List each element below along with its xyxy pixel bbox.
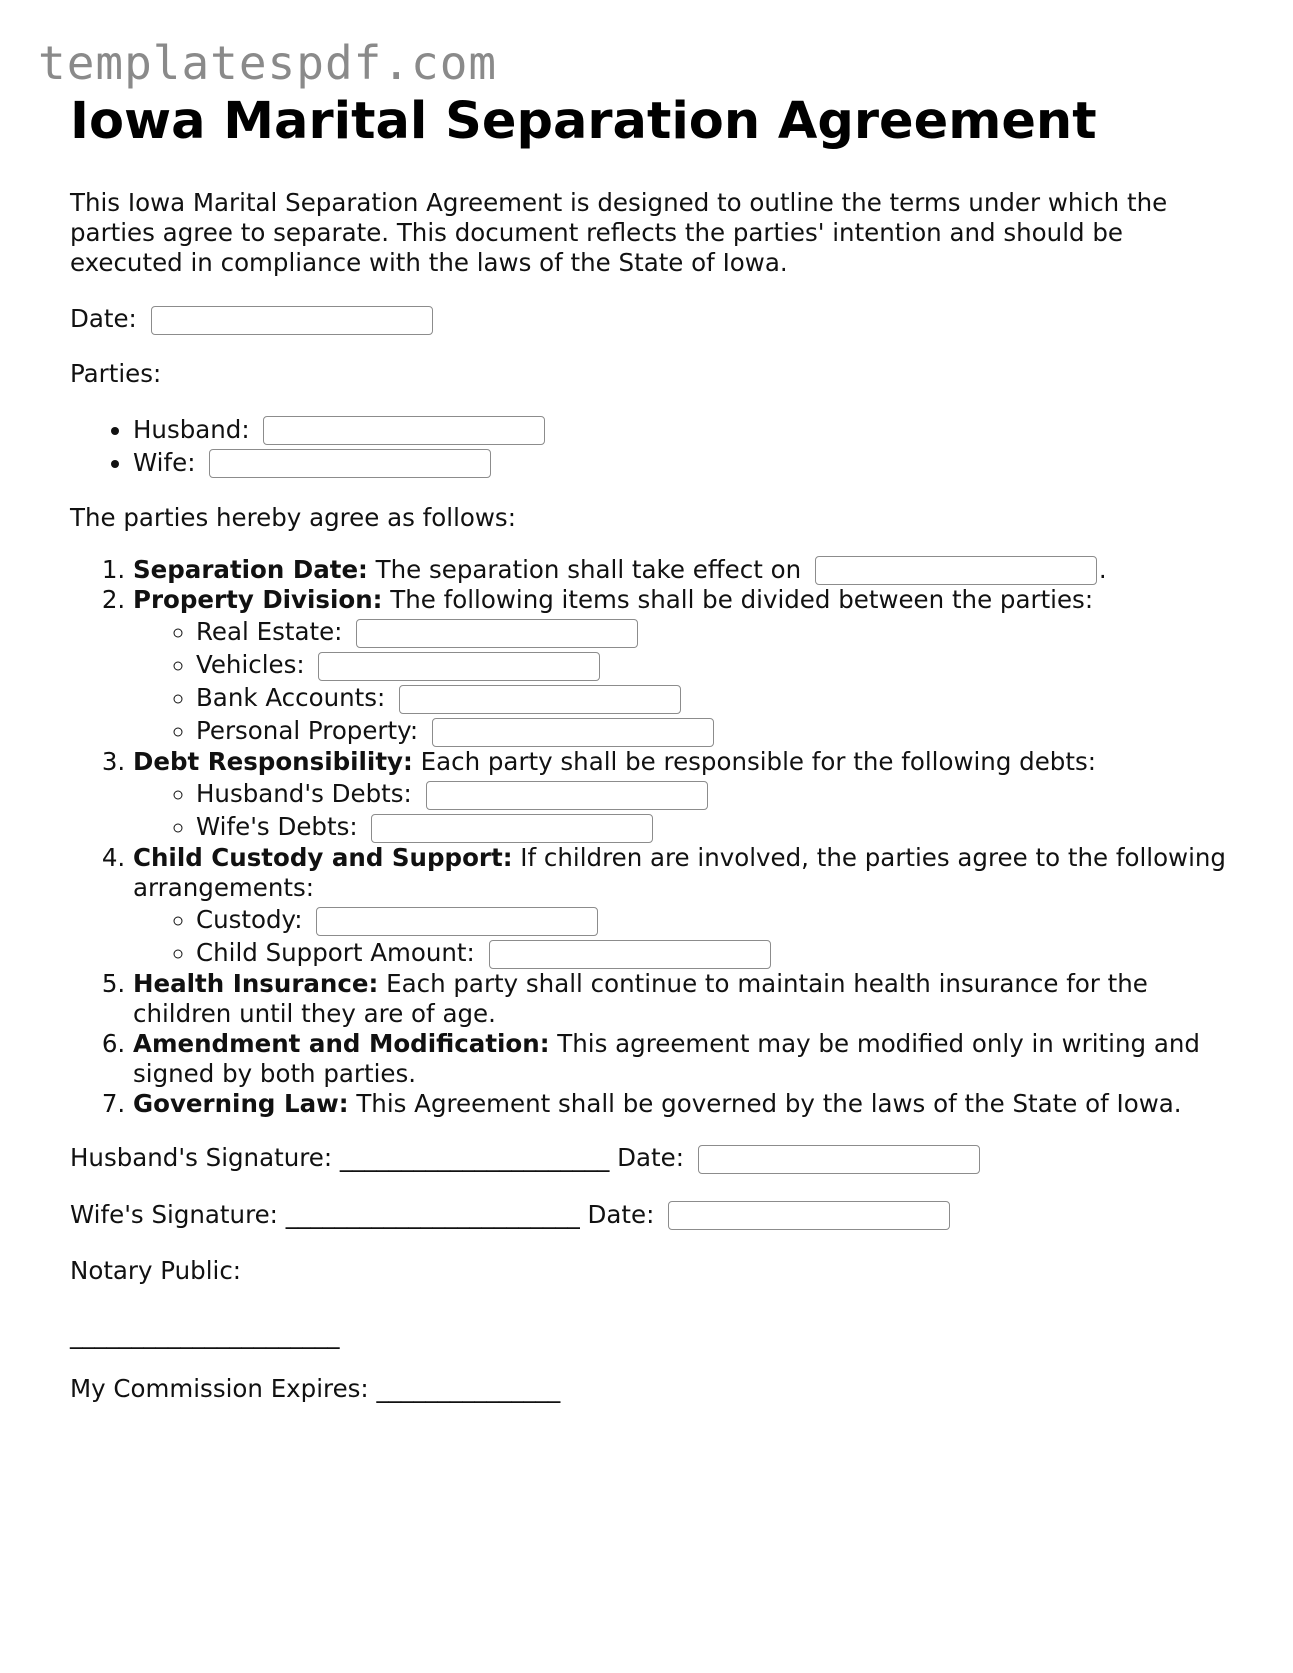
list-item-bank-accounts	[196, 681, 1230, 714]
bank-accounts-label: Bank Accounts:	[196, 683, 386, 712]
term-debt-responsibility	[133, 747, 1230, 843]
term-heading: Property Division:	[133, 585, 383, 614]
real-estate-label: Real Estate:	[196, 617, 343, 646]
husband-label: Husband:	[133, 414, 250, 444]
term-separation-date	[133, 555, 1230, 586]
personal-property-field[interactable]	[432, 718, 714, 747]
term-child-custody	[133, 843, 1230, 969]
separation-date-field[interactable]	[815, 556, 1097, 585]
term-text: Each party shall be responsible for the following debts:	[412, 747, 1096, 776]
term-heading: Governing Law:	[133, 1089, 349, 1118]
list-item-real-estate	[196, 615, 1230, 648]
wife-debts-label: Wife's Debts:	[196, 812, 358, 841]
parties-label: Parties:	[70, 358, 162, 388]
wife-signature-line[interactable]: ________________________	[285, 1199, 580, 1229]
term-heading: Child Custody and Support:	[133, 843, 513, 872]
bank-accounts-field[interactable]	[399, 685, 681, 714]
list-item-husband-debts	[196, 777, 1230, 810]
commission-row	[70, 1374, 1230, 1404]
personal-property-label: Personal Property:	[196, 716, 419, 745]
term-end: .	[1098, 554, 1107, 584]
wife-debts-field[interactable]	[371, 814, 653, 843]
term-property-division	[133, 585, 1230, 747]
wife-label: Wife:	[133, 447, 196, 477]
document-page	[70, 90, 1230, 1404]
list-item-child-support	[196, 936, 1230, 969]
date-label: Date:	[70, 304, 137, 333]
date-row	[70, 304, 1230, 335]
list-item-wife	[133, 446, 1230, 479]
notary-signature-line[interactable]: ______________________	[70, 1320, 340, 1349]
husband-signature-label: Husband's Signature:	[70, 1143, 340, 1172]
term-governing-law	[133, 1089, 1230, 1119]
husband-date-label: Date:	[609, 1143, 684, 1172]
commission-line[interactable]: _______________	[376, 1374, 561, 1403]
custody-label: Custody:	[196, 905, 303, 934]
terms-list	[70, 555, 1230, 1120]
term-text: Each party shall continue to maintain health insurance for the children until they are of age.	[133, 969, 1148, 1028]
real-estate-field[interactable]	[356, 619, 638, 648]
husband-debts-label: Husband's Debts:	[196, 779, 412, 808]
term-text: The separation shall take effect on	[367, 554, 809, 584]
vehicles-field[interactable]	[318, 652, 600, 681]
parties-list	[70, 413, 1230, 479]
list-item-personal-property	[196, 714, 1230, 747]
list-item-husband	[133, 413, 1230, 446]
wife-signature-label: Wife's Signature:	[70, 1199, 286, 1229]
list-item-custody	[196, 903, 1230, 936]
term-heading: Health Insurance:	[133, 969, 379, 998]
wife-name-field[interactable]	[209, 449, 491, 478]
term-heading: Amendment and Modification:	[133, 1029, 550, 1058]
list-item-vehicles	[196, 648, 1230, 681]
custody-field[interactable]	[316, 907, 598, 936]
wife-date-label: Date:	[579, 1199, 655, 1229]
wife-signature-date-field[interactable]	[668, 1201, 950, 1230]
list-item-wife-debts	[196, 810, 1230, 843]
agree-label: The parties hereby agree as follows:	[70, 502, 516, 532]
term-text: If children are involved, the parties agree to the following arrangements:	[133, 843, 1226, 902]
term-health-insurance	[133, 969, 1230, 1029]
term-amendment	[133, 1029, 1230, 1089]
term-text: This agreement may be modified only in writing and signed by both parties.	[133, 1029, 1200, 1088]
intro-paragraph: This Iowa Marital Separation Agreement is designed to outline the terms under which the parties agree to separate. This document reflects the parties' intention and should be executed in compliance with the laws of the State of Iowa.	[70, 188, 1168, 277]
debt-sublist	[133, 777, 1230, 843]
child-support-field[interactable]	[489, 940, 771, 969]
wife-signature-row	[70, 1200, 1230, 1231]
husband-signature-date-field[interactable]	[698, 1145, 980, 1174]
husband-signature-line[interactable]: ______________________	[339, 1143, 610, 1172]
commission-label: My Commission Expires:	[70, 1374, 377, 1403]
custody-sublist	[133, 903, 1230, 969]
term-text: This Agreement shall be governed by the laws of the State of Iowa.	[348, 1089, 1182, 1118]
date-field[interactable]	[151, 306, 433, 335]
husband-name-field[interactable]	[263, 416, 545, 445]
term-heading: Debt Responsibility:	[133, 747, 413, 776]
watermark: templatespdf.com	[38, 36, 498, 90]
notary-label: Notary Public:	[70, 1256, 242, 1285]
husband-debts-field[interactable]	[426, 781, 708, 810]
page-title: Iowa Marital Separation Agreement	[70, 92, 1097, 151]
vehicles-label: Vehicles:	[196, 650, 305, 679]
property-sublist	[133, 615, 1230, 747]
husband-signature-row	[70, 1143, 1230, 1174]
term-text: The following items shall be divided between the parties:	[382, 585, 1094, 614]
term-heading: Separation Date:	[133, 554, 368, 584]
child-support-label: Child Support Amount:	[196, 938, 475, 967]
